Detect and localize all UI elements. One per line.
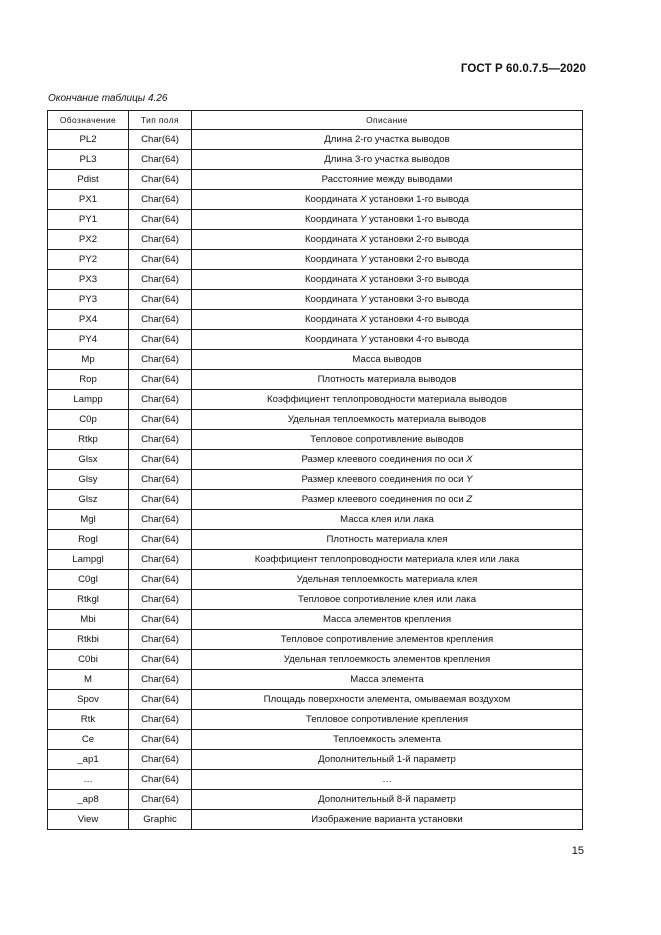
table-row: [48, 430, 583, 450]
axis-letter: Z: [466, 494, 473, 505]
table-row: [48, 130, 583, 150]
table-row: [48, 190, 583, 210]
table-caption: Окончание таблицы 4.26: [48, 93, 168, 104]
axis-letter: X: [360, 194, 367, 205]
description-cell: Координата Y установки 1-го вывода: [192, 210, 583, 230]
designation-cell: C0p: [48, 410, 129, 430]
field-type-cell: Char(64): [129, 670, 192, 690]
table-row: [48, 810, 583, 830]
axis-letter: Y: [360, 294, 367, 305]
field-type-cell: Char(64): [129, 650, 192, 670]
table-body: [48, 130, 583, 830]
description-cell: Координата X установки 3-го вывода: [192, 270, 583, 290]
field-type-cell: Char(64): [129, 690, 192, 710]
table-row: [48, 210, 583, 230]
field-type-cell: Char(64): [129, 570, 192, 590]
table-row: [48, 550, 583, 570]
standard-designation: ГОСТ Р 60.0.7.5—2020: [460, 63, 586, 75]
description-cell: Расстояние между выводами: [192, 170, 583, 190]
field-type-cell: Char(64): [129, 190, 192, 210]
table-row: [48, 590, 583, 610]
table-row: [48, 150, 583, 170]
description-cell: Удельная теплоемкость материала клея: [192, 570, 583, 590]
column-header-description: Описание: [192, 111, 583, 130]
table-row: [48, 310, 583, 330]
description-cell: Размер клеевого соединения по оси X: [192, 450, 583, 470]
designation-cell: PL2: [48, 130, 129, 150]
description-cell: Размер клеевого соединения по оси Y: [192, 470, 583, 490]
column-header-designation: Обозначение: [48, 111, 129, 130]
field-type-cell: Char(64): [129, 310, 192, 330]
description-cell: Тепловое сопротивление клея или лака: [192, 590, 583, 610]
designation-cell: Ce: [48, 730, 129, 750]
field-type-cell: Char(64): [129, 430, 192, 450]
designation-cell: Rtkbi: [48, 630, 129, 650]
field-type-cell: Char(64): [129, 490, 192, 510]
description-cell: Масса элемента: [192, 670, 583, 690]
field-type-cell: Char(64): [129, 770, 192, 790]
field-type-cell: Char(64): [129, 410, 192, 430]
table-row: [48, 330, 583, 350]
field-type-cell: Char(64): [129, 750, 192, 770]
designation-cell: Rop: [48, 370, 129, 390]
field-type-cell: Char(64): [129, 590, 192, 610]
description-cell: Масса элементов крепления: [192, 610, 583, 630]
designation-cell: C0gl: [48, 570, 129, 590]
description-cell: Удельная теплоемкость материала выводов: [192, 410, 583, 430]
description-cell: Масса выводов: [192, 350, 583, 370]
table-row: [48, 670, 583, 690]
field-type-cell: Char(64): [129, 450, 192, 470]
field-type-cell: Char(64): [129, 730, 192, 750]
field-type-cell: Char(64): [129, 330, 192, 350]
column-header-field-type: Тип поля: [129, 111, 192, 130]
designation-cell: Mbi: [48, 610, 129, 630]
designation-cell: PY1: [48, 210, 129, 230]
table-header-row: [48, 111, 583, 130]
designation-cell: PY3: [48, 290, 129, 310]
table-row: [48, 450, 583, 470]
description-cell: Координата Y установки 3-го вывода: [192, 290, 583, 310]
field-type-cell: Char(64): [129, 630, 192, 650]
table-row: [48, 750, 583, 770]
description-cell: Масса клея или лака: [192, 510, 583, 530]
designation-cell: Rtkp: [48, 430, 129, 450]
table-row: [48, 250, 583, 270]
designation-cell: View: [48, 810, 129, 830]
designation-cell: PX2: [48, 230, 129, 250]
designation-cell: PL3: [48, 150, 129, 170]
designation-cell: Rtk: [48, 710, 129, 730]
designation-cell: PX3: [48, 270, 129, 290]
axis-letter: X: [360, 314, 367, 325]
table-row: [48, 410, 583, 430]
description-cell: Плотность материала клея: [192, 530, 583, 550]
table-row: [48, 370, 583, 390]
designation-cell: C0bi: [48, 650, 129, 670]
field-type-cell: Char(64): [129, 290, 192, 310]
designation-cell: Rtkgl: [48, 590, 129, 610]
description-cell: Координата X установки 4-го вывода: [192, 310, 583, 330]
description-cell: Изображение варианта установки: [192, 810, 583, 830]
description-cell: Координата Y установки 2-го вывода: [192, 250, 583, 270]
description-cell: …: [192, 770, 583, 790]
description-cell: Тепловое сопротивление элементов крепления: [192, 630, 583, 650]
table-row: [48, 170, 583, 190]
designation-cell: Glsz: [48, 490, 129, 510]
designation-cell: PX1: [48, 190, 129, 210]
designation-cell: M: [48, 670, 129, 690]
description-cell: Удельная теплоемкость элементов крепления: [192, 650, 583, 670]
field-type-cell: Char(64): [129, 370, 192, 390]
description-cell: Длина 3-го участка выводов: [192, 150, 583, 170]
description-cell: Размер клеевого соединения по оси Z: [192, 490, 583, 510]
designation-cell: _ap1: [48, 750, 129, 770]
table-row: [48, 730, 583, 750]
field-type-cell: Char(64): [129, 390, 192, 410]
designation-cell: Mp: [48, 350, 129, 370]
table-row: [48, 290, 583, 310]
designation-cell: _ap8: [48, 790, 129, 810]
description-cell: Площадь поверхности элемента, омываемая воздухом: [192, 690, 583, 710]
description-cell: Коэффициент теплопроводности материала клея или лака: [192, 550, 583, 570]
table-row: [48, 790, 583, 810]
description-cell: Коэффициент теплопроводности материала выводов: [192, 390, 583, 410]
table-row: [48, 530, 583, 550]
axis-letter: X: [466, 454, 473, 465]
table-row: [48, 570, 583, 590]
description-cell: Координата Y установки 4-го вывода: [192, 330, 583, 350]
table-row: [48, 270, 583, 290]
designation-cell: Lampp: [48, 390, 129, 410]
description-cell: Координата X установки 1-го вывода: [192, 190, 583, 210]
designation-cell: Pdist: [48, 170, 129, 190]
field-type-cell: Char(64): [129, 530, 192, 550]
axis-letter: X: [360, 234, 367, 245]
designation-cell: PY4: [48, 330, 129, 350]
parameters-table: [47, 110, 583, 830]
field-type-cell: Char(64): [129, 710, 192, 730]
field-type-cell: Char(64): [129, 510, 192, 530]
description-cell: Тепловое сопротивление выводов: [192, 430, 583, 450]
table-row: [48, 650, 583, 670]
description-cell: Координата X установки 2-го вывода: [192, 230, 583, 250]
designation-cell: Glsy: [48, 470, 129, 490]
page-number: 15: [571, 845, 584, 857]
designation-cell: PY2: [48, 250, 129, 270]
field-type-cell: Char(64): [129, 250, 192, 270]
table-row: [48, 770, 583, 790]
field-type-cell: Char(64): [129, 210, 192, 230]
designation-cell: …: [48, 770, 129, 790]
description-cell: Тепловое сопротивление крепления: [192, 710, 583, 730]
field-type-cell: Char(64): [129, 230, 192, 250]
designation-cell: Spov: [48, 690, 129, 710]
table-row: [48, 390, 583, 410]
axis-letter: Y: [360, 334, 367, 345]
description-cell: Длина 2-го участка выводов: [192, 130, 583, 150]
designation-cell: Mgl: [48, 510, 129, 530]
table-row: [48, 710, 583, 730]
axis-letter: Y: [360, 254, 367, 265]
field-type-cell: Char(64): [129, 790, 192, 810]
field-type-cell: Char(64): [129, 610, 192, 630]
table-row: [48, 490, 583, 510]
table-row: [48, 610, 583, 630]
axis-letter: Y: [466, 474, 473, 485]
field-type-cell: Char(64): [129, 470, 192, 490]
field-type-cell: Char(64): [129, 150, 192, 170]
description-cell: Теплоемкость элемента: [192, 730, 583, 750]
description-cell: Дополнительный 8-й параметр: [192, 790, 583, 810]
field-type-cell: Char(64): [129, 170, 192, 190]
designation-cell: Rogl: [48, 530, 129, 550]
table-row: [48, 470, 583, 490]
description-cell: Дополнительный 1-й параметр: [192, 750, 583, 770]
field-type-cell: Char(64): [129, 350, 192, 370]
table-row: [48, 690, 583, 710]
designation-cell: PX4: [48, 310, 129, 330]
field-type-cell: Char(64): [129, 270, 192, 290]
field-type-cell: Graphic: [129, 810, 192, 830]
axis-letter: Y: [360, 214, 367, 225]
table-row: [48, 230, 583, 250]
designation-cell: Glsx: [48, 450, 129, 470]
description-cell: Плотность материала выводов: [192, 370, 583, 390]
axis-letter: X: [360, 274, 367, 285]
designation-cell: Lampgl: [48, 550, 129, 570]
table-row: [48, 630, 583, 650]
table-row: [48, 510, 583, 530]
table-row: [48, 350, 583, 370]
field-type-cell: Char(64): [129, 130, 192, 150]
field-type-cell: Char(64): [129, 550, 192, 570]
